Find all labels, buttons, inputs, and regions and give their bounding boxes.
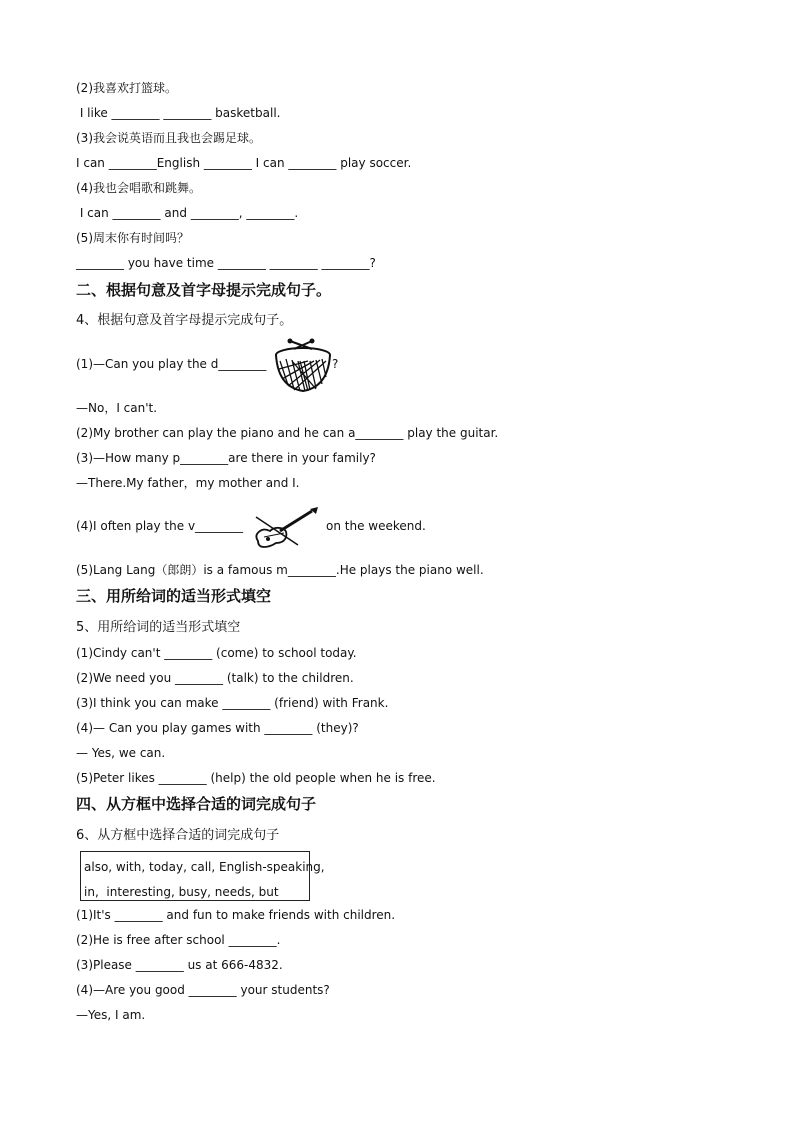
s4-q1: (1)It's ________ and fun to make friends with children. — [76, 908, 396, 922]
s3-q1: (1)Cindy can't ________ (come) to school today. — [76, 646, 357, 660]
section3-heading: 三、用所给词的适当形式填空 — [76, 587, 272, 605]
word-box-line-2: in, interesting, busy, needs, but — [84, 885, 279, 899]
section4-instruction: 6、从方框中选择合适的词完成句子 — [76, 828, 280, 843]
s2-q4-end: on the weekend. — [326, 519, 426, 533]
s3-q2: (2)We need you ________ (talk) to the children. — [76, 671, 354, 685]
violin-icon — [250, 505, 322, 551]
q3-chinese: (3)我会说英语而且我也会踢足球。 — [76, 131, 261, 145]
word-box — [80, 851, 325, 901]
s3-q4-question: (4)— Can you play games with ________ (they)? — [76, 721, 359, 735]
q5-chinese: (5)周末你有时间吗？ — [76, 231, 189, 245]
s2-q2: (2)My brother can play the piano and he can a________ play the guitar. — [76, 426, 499, 440]
s4-q3: (3)Please ________ us at 666-4832. — [76, 958, 283, 972]
s2-q3-question: (3)—How many p________are there in your family? — [76, 451, 376, 465]
q3-english: I can ________English ________ I can ________ play soccer. — [76, 156, 412, 170]
section4-heading: 四、从方框中选择合适的词完成句子 — [76, 795, 317, 813]
s3-q5: (5)Peter likes ________ (help) the old people when he is free. — [76, 771, 436, 785]
q4-chinese: (4)我也会唱歌和跳舞。 — [76, 181, 201, 195]
s2-q1-answer: —No，I can't. — [76, 401, 158, 415]
s3-q3: (3)I think you can make ________ (friend) with Frank. — [76, 696, 389, 710]
s2-q1-question: (1)—Can you play the d________ — [76, 357, 267, 371]
section2-heading: 二、根据句意及首字母提示完成句子。 — [76, 281, 332, 299]
s4-q4-answer: —Yes, I am. — [76, 1008, 146, 1022]
s4-q4-question: (4)—Are you good ________ your students? — [76, 983, 330, 997]
q4-english: I can ________ and ________, ________. — [76, 206, 299, 220]
q2-english: I like ________ ________ basketball. — [76, 106, 281, 120]
s2-q3-answer: —There.My father，my mother and I. — [76, 476, 300, 490]
section2-instruction: 4、根据句意及首字母提示完成句子。 — [76, 313, 293, 328]
s2-q5: (5)Lang Lang（郎朗）is a famous m________.He plays the piano well. — [76, 563, 484, 577]
s3-q4-answer: — Yes, we can. — [76, 746, 166, 760]
q2-chinese: (2)我喜欢打篮球。 — [76, 81, 177, 95]
q5-english: ________ you have time ________ ________ ________? — [76, 256, 376, 270]
drum-icon — [272, 333, 334, 395]
s4-q2: (2)He is free after school ________. — [76, 933, 281, 947]
word-box-line-1: also, with, today, call, English-speaking, — [84, 860, 325, 874]
s2-q1-question-mark: ? — [332, 357, 339, 371]
section3-instruction: 5、用所给词的适当形式填空 — [76, 620, 241, 635]
s2-q4-start: (4)I often play the v________ — [76, 519, 244, 533]
